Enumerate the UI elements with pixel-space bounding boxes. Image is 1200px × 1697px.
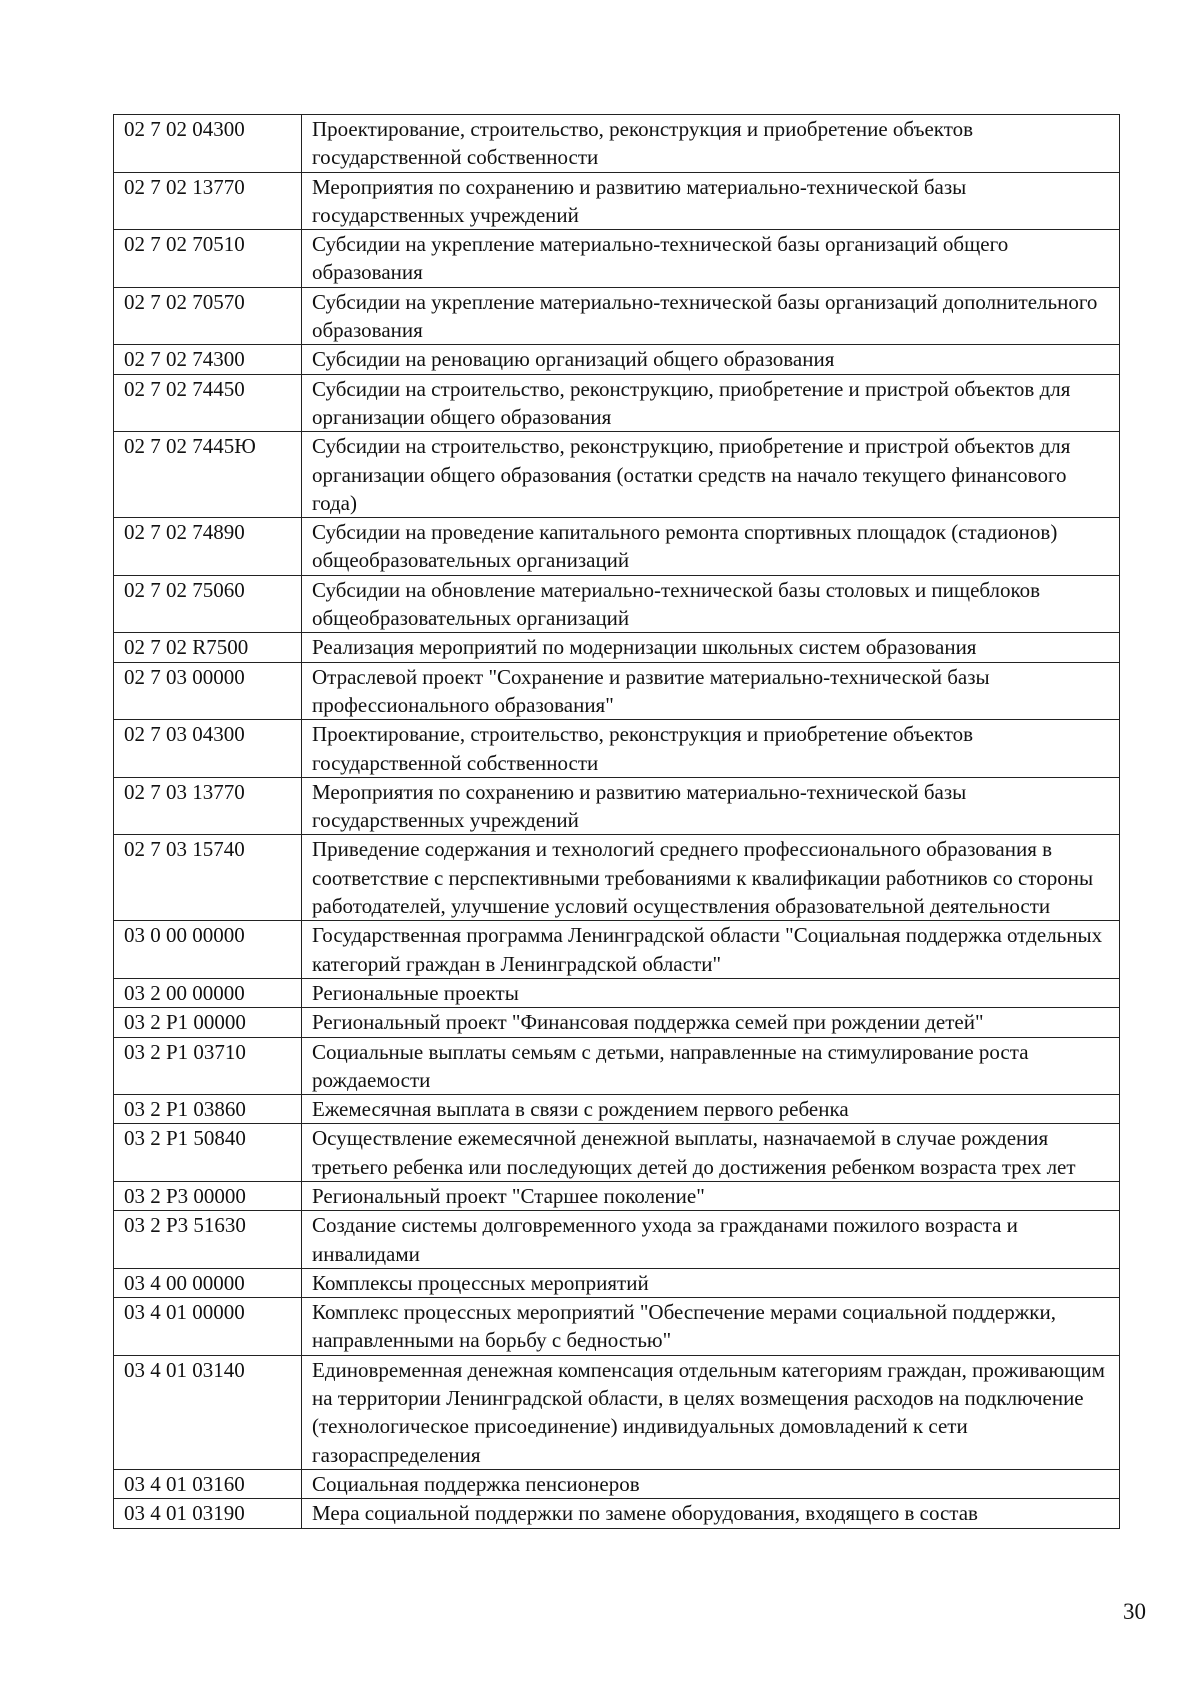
budget-code-cell: 03 2 Р1 03710 [114, 1037, 302, 1095]
description-cell: Проектирование, строительство, реконструкция и приобретение объектов государственной собственности [302, 115, 1120, 173]
budget-code-cell: 02 7 02 70510 [114, 230, 302, 288]
table-body [114, 115, 1120, 1529]
budget-code-cell: 02 7 03 04300 [114, 720, 302, 778]
budget-code-cell: 02 7 02 R7500 [114, 633, 302, 662]
table-row [114, 1499, 1120, 1528]
description-cell: Мера социальной поддержки по замене оборудования, входящего в состав [302, 1499, 1120, 1528]
table-row [114, 518, 1120, 576]
budget-code-cell: 03 2 Р1 50840 [114, 1124, 302, 1182]
table-row [114, 662, 1120, 720]
table-row [114, 1124, 1120, 1182]
table-row [114, 777, 1120, 835]
budget-code-cell: 02 7 02 13770 [114, 172, 302, 230]
budget-code-cell: 02 7 03 13770 [114, 777, 302, 835]
table-row [114, 1037, 1120, 1095]
table-row [114, 432, 1120, 518]
budget-code-cell: 03 4 00 00000 [114, 1268, 302, 1297]
description-cell: Государственная программа Ленинградской области "Социальная поддержка отдельных категорий граждан в Ленинградской области" [302, 921, 1120, 979]
table-row [114, 575, 1120, 633]
description-cell: Проектирование, строительство, реконструкция и приобретение объектов государственной собственности [302, 720, 1120, 778]
description-cell: Социальные выплаты семьям с детьми, направленные на стимулирование роста рождаемости [302, 1037, 1120, 1095]
table-row [114, 720, 1120, 778]
table-row [114, 633, 1120, 662]
table-row [114, 115, 1120, 173]
description-cell: Ежемесячная выплата в связи с рождением первого ребенка [302, 1095, 1120, 1124]
description-cell: Субсидии на строительство, реконструкцию, приобретение и пристрой объектов для организации общего образования (остатки средств на начало текущего финансового года) [302, 432, 1120, 518]
description-cell: Создание системы долговременного ухода за гражданами пожилого возраста и инвалидами [302, 1211, 1120, 1269]
table-row [114, 1268, 1120, 1297]
description-cell: Субсидии на укрепление материально-технической базы организаций дополнительного образования [302, 287, 1120, 345]
description-cell: Единовременная денежная компенсация отдельным категориям граждан, проживающим на территории Ленинградской области, в целях возмещения расходов на подключение (технологическое присоединение) индивидуальных домовладений к сети газораспределения [302, 1355, 1120, 1469]
budget-code-cell: 03 4 01 00000 [114, 1298, 302, 1356]
budget-code-cell: 02 7 03 00000 [114, 662, 302, 720]
table-row [114, 172, 1120, 230]
budget-code-cell: 03 4 01 03160 [114, 1469, 302, 1498]
table-row [114, 230, 1120, 288]
description-cell: Субсидии на обновление материально-технической базы столовых и пищеблоков общеобразовательных организаций [302, 575, 1120, 633]
budget-code-cell: 03 2 Р1 00000 [114, 1008, 302, 1037]
budget-code-cell: 03 4 01 03190 [114, 1499, 302, 1528]
table-row [114, 1211, 1120, 1269]
description-cell: Комплексы процессных мероприятий [302, 1268, 1120, 1297]
description-cell: Комплекс процессных мероприятий "Обеспечение мерами социальной поддержки, направленными на борьбу с бедностью" [302, 1298, 1120, 1356]
description-cell: Приведение содержания и технологий среднего профессионального образования в соответствие с перспективными требованиями к квалификации работников со стороны работодателей, улучшение условий осуществления образовательной деятельности [302, 835, 1120, 921]
description-cell: Осуществление ежемесячной денежной выплаты, назначаемой в случае рождения третьего ребенка или последующих детей до достижения ребенком возраста трех лет [302, 1124, 1120, 1182]
budget-code-cell: 02 7 02 70570 [114, 287, 302, 345]
description-cell: Региональные проекты [302, 978, 1120, 1007]
table-row [114, 1469, 1120, 1498]
description-cell: Субсидии на проведение капитального ремонта спортивных площадок (стадионов) общеобразовательных организаций [302, 518, 1120, 576]
budget-code-cell: 02 7 02 04300 [114, 115, 302, 173]
table-row [114, 1181, 1120, 1210]
budget-code-cell: 03 2 Р3 00000 [114, 1181, 302, 1210]
budget-code-cell: 02 7 02 75060 [114, 575, 302, 633]
description-cell: Субсидии на укрепление материально-технической базы организаций общего образования [302, 230, 1120, 288]
table-row [114, 1008, 1120, 1037]
description-cell: Отраслевой проект "Сохранение и развитие материально-технической базы профессионального образования" [302, 662, 1120, 720]
table-row [114, 1355, 1120, 1469]
budget-code-cell: 03 0 00 00000 [114, 921, 302, 979]
table-row [114, 374, 1120, 432]
description-cell: Субсидии на реновацию организаций общего образования [302, 345, 1120, 374]
description-cell: Мероприятия по сохранению и развитию материально-технической базы государственных учреждений [302, 172, 1120, 230]
budget-code-cell: 02 7 03 15740 [114, 835, 302, 921]
budget-code-cell: 03 4 01 03140 [114, 1355, 302, 1469]
description-cell: Региональный проект "Старшее поколение" [302, 1181, 1120, 1210]
description-cell: Мероприятия по сохранению и развитию материально-технической базы государственных учреждений [302, 777, 1120, 835]
table-row [114, 1095, 1120, 1124]
budget-code-cell: 02 7 02 7445Ю [114, 432, 302, 518]
description-cell: Региональный проект "Финансовая поддержка семей при рождении детей" [302, 1008, 1120, 1037]
table-row [114, 287, 1120, 345]
description-cell: Реализация мероприятий по модернизации школьных систем образования [302, 633, 1120, 662]
budget-codes-table [113, 114, 1120, 1529]
budget-code-cell: 03 2 00 00000 [114, 978, 302, 1007]
budget-code-cell: 03 2 Р1 03860 [114, 1095, 302, 1124]
budget-code-cell: 02 7 02 74890 [114, 518, 302, 576]
table-row [114, 345, 1120, 374]
budget-code-cell: 02 7 02 74300 [114, 345, 302, 374]
table-row [114, 921, 1120, 979]
description-cell: Субсидии на строительство, реконструкцию, приобретение и пристрой объектов для организации общего образования [302, 374, 1120, 432]
budget-code-cell: 02 7 02 74450 [114, 374, 302, 432]
description-cell: Социальная поддержка пенсионеров [302, 1469, 1120, 1498]
table-row [114, 1298, 1120, 1356]
table-row [114, 835, 1120, 921]
page-number: 30 [1123, 1599, 1146, 1624]
budget-code-cell: 03 2 Р3 51630 [114, 1211, 302, 1269]
table-row [114, 978, 1120, 1007]
